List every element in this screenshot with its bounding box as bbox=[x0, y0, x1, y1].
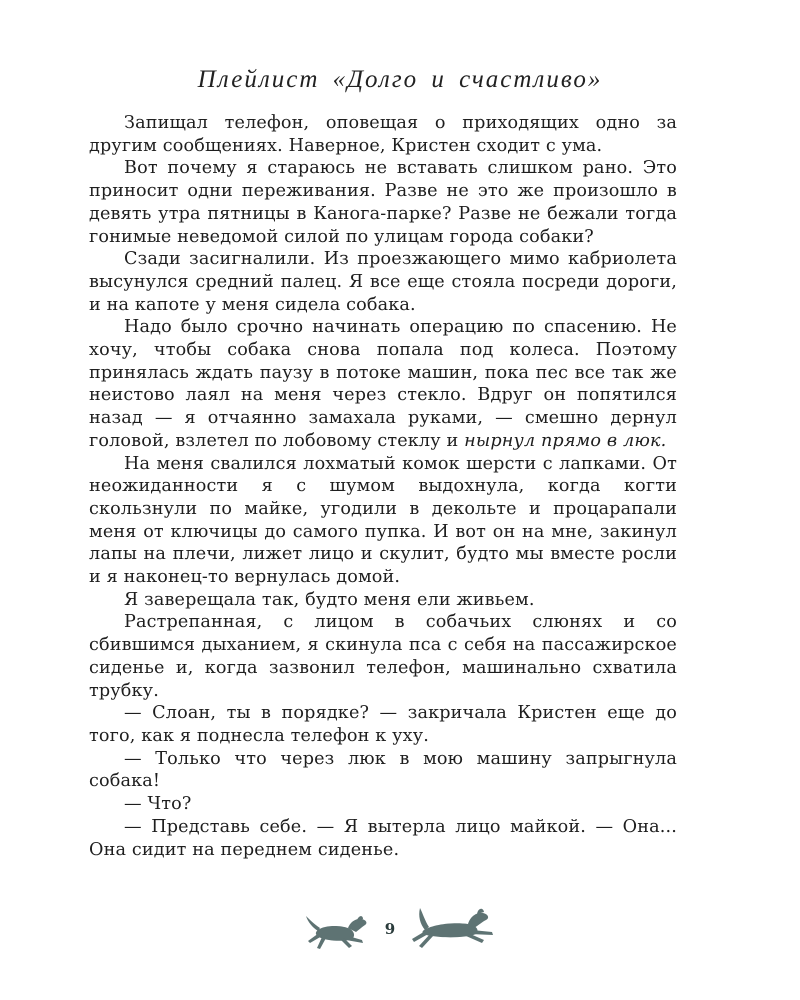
paragraph-3: Сзади засигналили. Из проезжающего мимо кабриолета высунулся средний палец. Я все еще стояла посреди дороги, и на капоте у меня сидела собака. bbox=[89, 249, 677, 315]
dialogue-line-1: — Слоан, ты в порядке? — закричала Кристен еще до того, как я поднесла телефон к уху. bbox=[89, 703, 677, 746]
page-number: 9 bbox=[384, 920, 396, 938]
leaping-dog-icon bbox=[408, 906, 500, 952]
paragraph-4-text: Надо было срочно начинать операцию по спасению. Не хочу, чтобы собака снова попала под колеса. Поэтому принялась ждать паузу в потоке машин, пока пес все так же неистово лаял на меня через стекло. Вдруг он попятился назад — я отчаянно замахала руками, — смешно дернул головой, взлетел по лобовому стеклу и bbox=[89, 317, 677, 451]
running-dog-icon bbox=[304, 910, 374, 952]
italic-phrase: нырнул прямо в люк. bbox=[464, 430, 667, 451]
paragraph-7: Растрепанная, с лицом в собачьих слюнях и со сбившимся дыханием, я скинула пса с себя на пассажирское сиденье и, когда зазвонил телефон, машинально схватила трубку. bbox=[89, 612, 677, 701]
page-footer bbox=[0, 906, 800, 956]
paragraph-6: Я заверещала так, будто меня ели живьем. bbox=[124, 589, 535, 610]
paragraph-1: Запищал телефон, оповещая о приходящих одно за другим сообщениях. Наверное, Кристен сходит с ума. bbox=[89, 113, 677, 156]
paragraph-2: Вот почему я стараюсь не вставать слишком рано. Это приносит одни переживания. Разве не это же произошло в девять утра пятницы в Канога-парке? Разве не бежали тогда гонимые неведомой силой по улицам города собаки? bbox=[89, 158, 677, 247]
dialogue-line-2: — Только что через люк в мою машину запрыгнула собака! bbox=[89, 748, 677, 792]
page-title: Плейлист «Долго и счастливо» bbox=[197, 66, 603, 93]
dialogue-line-3: — Что? bbox=[124, 794, 192, 815]
paragraph-5: На меня свалился лохматый комок шерсти с лапками. От неожиданности я с шумом выдохнула, когда когти скользнули по майке, угодили в декольте и процарапали меня от ключицы до самого пупка. И вот он на мне, закинул лапы на плечи, лижет лицо и скулит, будто мы вместе росли и я наконец-то вернулась домой. bbox=[89, 453, 677, 588]
dialogue-line-4: — Представь себе. — Я вытерла лицо майкой. — Она... Она сидит на переднем сиденье. bbox=[89, 816, 677, 860]
body-text bbox=[89, 112, 677, 861]
paragraph-4 bbox=[89, 316, 677, 452]
